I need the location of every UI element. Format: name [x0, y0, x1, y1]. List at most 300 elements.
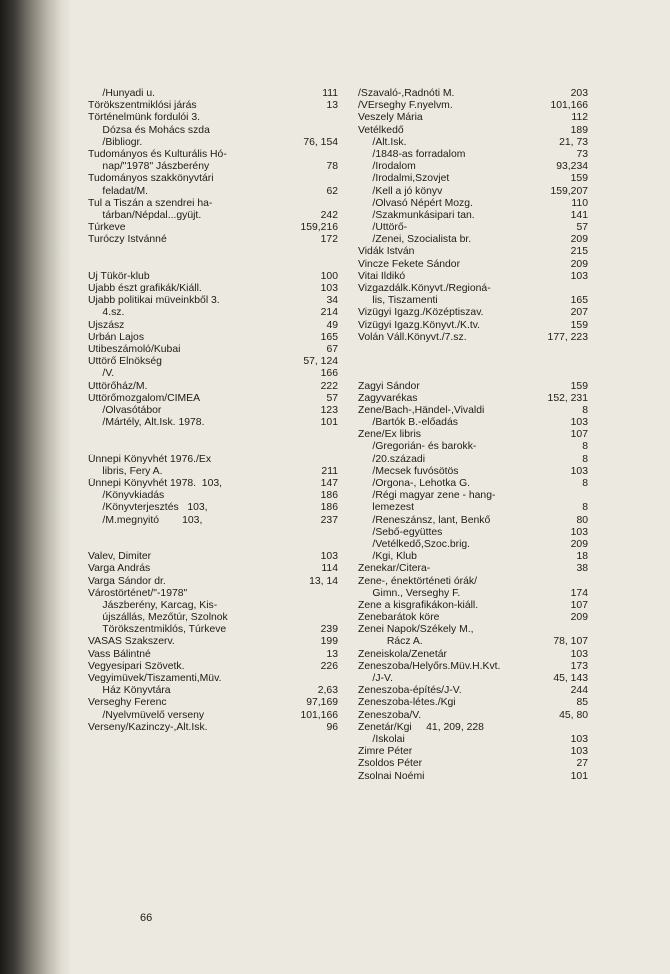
index-entry: [358, 661, 588, 673]
entry-term: újszállás, Mezőtúr, Szolnok: [88, 612, 228, 624]
entry-page-refs: 226: [320, 660, 338, 672]
entry-page-refs: 174: [570, 587, 588, 599]
entry-page-refs: 159: [570, 173, 588, 185]
index-entry: [88, 234, 338, 246]
index-entry: [88, 539, 338, 551]
index-entry: [358, 417, 588, 429]
entry-page-refs: [334, 539, 338, 551]
index-entry: [88, 405, 338, 417]
entry-term: Zagyi Sándor: [358, 380, 420, 392]
index-entry: [88, 417, 338, 429]
entry-page-refs: 103: [320, 551, 338, 563]
entry-term: Ünnepi Könyvhét 1976./Ex: [88, 453, 212, 465]
entry-page-refs: 45, 80: [559, 709, 588, 721]
index-entry: [358, 600, 588, 612]
entry-term: [88, 539, 334, 551]
entry-term: Utibeszámoló/Kubai: [88, 343, 181, 355]
index-entry: [358, 454, 588, 466]
entry-term: /Könyvkiadás: [88, 490, 165, 502]
entry-page-refs: 103: [320, 283, 338, 294]
entry-page-refs: 85: [576, 697, 588, 709]
entry-term: Zeneszoba/V.: [358, 709, 422, 721]
index-entry: [358, 490, 588, 502]
page-number: 66: [140, 912, 153, 924]
entry-page-refs: 62: [326, 185, 338, 197]
index-entry: [358, 173, 588, 185]
entry-page-refs: [334, 527, 338, 539]
entry-page-refs: [334, 149, 338, 161]
entry-page-refs: [334, 612, 338, 624]
entry-term: Zeneszoba-létes./Kgi: [358, 697, 456, 709]
entry-term: /Uttörő-: [358, 222, 408, 234]
entry-term: /Ált.Isk.: [358, 136, 407, 148]
index-entry: [88, 624, 338, 636]
entry-page-refs: [334, 112, 338, 124]
entry-page-refs: 76, 154: [303, 136, 338, 148]
entry-term: /Irodalom: [358, 161, 416, 173]
index-entry: [358, 222, 588, 234]
entry-term: VASAS Szakszerv.: [88, 636, 175, 648]
entry-page-refs: 103: [570, 746, 588, 758]
entry-term: /V.: [88, 368, 115, 380]
index-entry: [88, 722, 338, 734]
entry-page-refs: 239: [320, 624, 338, 636]
index-entry: [358, 356, 588, 368]
index-entry: [88, 283, 338, 295]
entry-term: Zeneszoba/Helyőrs.Müv.H.Kvt.: [358, 660, 501, 672]
entry-page-refs: 27: [576, 758, 588, 770]
entry-term: Verseghy Ferenc: [88, 697, 167, 709]
entry-term: Zenei Napok/Székely M.,: [358, 624, 474, 636]
entry-term: lemezest: [358, 502, 415, 514]
index-entry: [88, 381, 338, 393]
entry-term: /Olvasó Népért Mozg.: [358, 197, 473, 209]
index-entry: [88, 198, 338, 210]
entry-page-refs: 114: [321, 563, 338, 575]
index-entry: [88, 441, 338, 453]
index-entry: [88, 344, 338, 356]
entry-term: /Kell a jó könyv: [358, 185, 443, 197]
entry-term: /Hunyadi u.: [88, 88, 155, 99]
entry-term: /Nyelvmüvelő verseny: [88, 709, 205, 721]
entry-term: Uttörőház/M.: [88, 380, 148, 392]
entry-page-refs: [584, 368, 588, 380]
entry-page-refs: 80: [576, 514, 588, 526]
entry-term: /J-V.: [358, 673, 393, 684]
entry-term: 4.sz.: [88, 307, 125, 319]
entry-term: Túrkeve: [88, 222, 126, 234]
index-column-right: [358, 88, 588, 783]
entry-term: Vetélkedő: [358, 124, 404, 136]
entry-page-refs: 21, 73: [559, 136, 588, 148]
index-entry: [358, 295, 588, 307]
index-entry: [358, 612, 588, 624]
index-entry: [358, 393, 588, 405]
entry-page-refs: 159: [570, 380, 588, 392]
entry-page-refs: 112: [571, 112, 588, 124]
index-entry: [88, 332, 338, 344]
entry-term: /20.századi: [358, 453, 425, 465]
index-entry: [88, 612, 338, 624]
entry-term: /Iskolai: [358, 733, 405, 745]
entry-page-refs: 101,166: [550, 100, 588, 112]
index-entry: [88, 454, 338, 466]
index-entry: [88, 161, 338, 173]
entry-term: /Kgi, Klub: [358, 551, 417, 563]
entry-page-refs: 13: [326, 648, 338, 660]
entry-page-refs: 78, 107: [553, 636, 588, 648]
entry-page-refs: [334, 125, 338, 137]
entry-term: Zsolnai Noémi: [358, 770, 425, 782]
entry-page-refs: [334, 441, 338, 453]
entry-page-refs: 159,207: [550, 185, 588, 197]
entry-term: Vass Bálintné: [88, 648, 151, 660]
entry-page-refs: 199: [320, 636, 338, 648]
index-entry: [358, 722, 588, 734]
entry-term: libris, Fery A.: [88, 465, 163, 477]
entry-term: Rácz A.: [358, 636, 423, 648]
index-entry: [88, 112, 338, 124]
index-entry: [88, 490, 338, 502]
entry-term: Volán Váll.Könyvt./7.sz.: [358, 331, 467, 343]
entry-term: Várostörténet/"-1978": [88, 587, 188, 599]
index-entry: [88, 149, 338, 161]
entry-term: [88, 527, 334, 539]
entry-page-refs: 8: [582, 502, 588, 514]
index-entry: [88, 259, 338, 271]
index-entry: [358, 283, 588, 295]
entry-page-refs: [584, 722, 588, 734]
entry-page-refs: 209: [570, 234, 588, 246]
entry-term: Ujabb politikai müveinkből 3.: [88, 295, 220, 307]
entry-page-refs: 207: [570, 307, 588, 319]
entry-page-refs: 49: [326, 319, 338, 331]
index-entry: [88, 478, 338, 490]
entry-term: Zene-, énektörténeti órák/: [358, 575, 477, 587]
index-entry: [358, 149, 588, 161]
entry-page-refs: 101: [320, 417, 338, 429]
index-entry: [358, 576, 588, 588]
index-entry: [88, 636, 338, 648]
entry-page-refs: [334, 198, 338, 210]
index-entry: [358, 137, 588, 149]
entry-page-refs: 177, 223: [547, 331, 588, 343]
entry-page-refs: 8: [582, 441, 588, 453]
index-entry: [88, 246, 338, 258]
index-entry: [358, 673, 588, 685]
entry-term: /Régi magyar zene - hang-: [358, 490, 496, 502]
entry-page-refs: 73: [576, 148, 588, 160]
entry-term: [358, 344, 584, 356]
index-entry: [358, 271, 588, 283]
entry-page-refs: 96: [326, 721, 338, 733]
entry-term: Valev, Dimiter: [88, 551, 152, 563]
index-entry: [358, 344, 588, 356]
index-entry: [88, 661, 338, 673]
index-entry: [88, 271, 338, 283]
entry-term: Zeneszoba-építés/J-V.: [358, 685, 462, 697]
entry-page-refs: 45, 143: [553, 673, 588, 684]
entry-page-refs: 159: [570, 319, 588, 331]
entry-page-refs: 103: [570, 526, 588, 538]
index-entry: [358, 527, 588, 539]
entry-page-refs: 186: [320, 502, 338, 514]
entry-page-refs: 101: [570, 770, 588, 782]
entry-page-refs: 13, 14: [309, 575, 338, 587]
entry-term: /Bibliogr.: [88, 136, 143, 148]
entry-term: Ujabb észt grafikák/Kiáll.: [88, 283, 202, 294]
index-entry: [358, 636, 588, 648]
entry-page-refs: 111: [322, 88, 338, 99]
index-entry: [88, 429, 338, 441]
entry-page-refs: 103: [570, 417, 588, 429]
entry-page-refs: [584, 283, 588, 295]
index-entry: [358, 478, 588, 490]
index-entry: [88, 137, 338, 149]
entry-term: lis, Tiszamenti: [358, 295, 438, 307]
entry-page-refs: 78: [326, 161, 338, 173]
index-entry: [88, 307, 338, 319]
entry-term: Turóczy Istvánné: [88, 234, 167, 246]
entry-term: /Könyvterjesztés 103,: [88, 502, 208, 514]
index-entry: [358, 234, 588, 246]
entry-term: Zeneiskola/Zenetár: [358, 648, 447, 660]
entry-page-refs: 107: [570, 599, 588, 611]
entry-term: Veszely Mária: [358, 112, 423, 124]
entry-term: Urbán Lajos: [88, 331, 145, 343]
entry-page-refs: 242: [320, 209, 338, 221]
entry-page-refs: 209: [570, 258, 588, 270]
entry-page-refs: 107: [570, 429, 588, 441]
entry-page-refs: 172: [320, 234, 338, 246]
entry-term: [88, 429, 334, 441]
entry-page-refs: 13: [326, 100, 338, 112]
entry-page-refs: 209: [570, 612, 588, 624]
entry-term: /Orgona-, Lehotka G.: [358, 478, 471, 489]
entry-page-refs: 67: [326, 343, 338, 355]
entry-term: Zene/Bach-,Händel-,Vivaldi: [358, 404, 485, 416]
entry-page-refs: [584, 344, 588, 356]
entry-term: /Olvasótábor: [88, 404, 162, 416]
entry-term: Zenekar/Citera-: [358, 563, 431, 575]
index-entry: [358, 466, 588, 478]
index-column-left: [88, 88, 338, 734]
entry-term: /Mecsek fuvósötös: [358, 465, 459, 477]
entry-page-refs: [334, 173, 338, 185]
index-entry: [358, 588, 588, 600]
index-entry: [88, 173, 338, 185]
index-entry: [358, 210, 588, 222]
index-entry: [88, 576, 338, 588]
entry-term: Uttörő Elnökség: [88, 356, 162, 368]
index-entry: [358, 710, 588, 722]
index-entry: [88, 673, 338, 685]
index-entry: [88, 527, 338, 539]
entry-page-refs: [334, 259, 338, 271]
entry-page-refs: [334, 600, 338, 612]
entry-term: Vegyimüvek/Tiszamenti,Müv.: [88, 673, 222, 684]
entry-page-refs: 173: [570, 660, 588, 672]
index-entry: [358, 502, 588, 514]
index-entry: [88, 515, 338, 527]
index-entry: [88, 502, 338, 514]
index-entry: [358, 624, 588, 636]
entry-term: Vizgazdálk.Könyvt./Regioná-: [358, 283, 491, 294]
index-entry: [358, 125, 588, 137]
entry-page-refs: 38: [576, 563, 588, 575]
index-entry: [358, 161, 588, 173]
index-entry: [88, 88, 338, 100]
entry-term: Zenebarátok köre: [358, 612, 440, 624]
entry-page-refs: 103: [570, 733, 588, 745]
entry-term: Varga Sándor dr.: [88, 575, 166, 587]
entry-page-refs: 165: [570, 295, 588, 307]
entry-page-refs: 147: [320, 478, 338, 489]
index-entry: [88, 100, 338, 112]
entry-page-refs: 103: [570, 648, 588, 660]
entry-page-refs: 123: [320, 404, 338, 416]
entry-term: Zimre Péter: [358, 746, 413, 758]
entry-page-refs: 189: [570, 124, 588, 136]
entry-page-refs: [334, 246, 338, 258]
entry-term: Zsoldos Péter: [358, 758, 423, 770]
entry-term: Ház Könyvtára: [88, 685, 171, 697]
entry-page-refs: 141: [570, 209, 588, 221]
index-entry: [358, 186, 588, 198]
entry-page-refs: 209: [570, 538, 588, 550]
entry-term: Zagyvarékas: [358, 392, 418, 404]
entry-term: [358, 356, 584, 368]
entry-term: [88, 441, 334, 453]
index-entry: [88, 710, 338, 722]
entry-term: Vizügyi Igazg./Középtiszav.: [358, 307, 484, 319]
entry-term: feladat/M.: [88, 185, 149, 197]
entry-page-refs: 237: [320, 514, 338, 526]
index-entry: [358, 381, 588, 393]
index-entry: [88, 649, 338, 661]
entry-term: tárban/Népdal...gyüjt.: [88, 209, 202, 221]
entry-page-refs: 57, 124: [303, 356, 338, 368]
entry-page-refs: 211: [321, 465, 338, 477]
entry-term: Dózsa és Mohács szda: [88, 124, 210, 136]
entry-term: Zene/Ex libris: [358, 429, 421, 441]
entry-page-refs: 34: [326, 295, 338, 307]
entry-page-refs: 18: [576, 551, 588, 563]
entry-page-refs: 57: [576, 222, 588, 234]
index-entry: [358, 515, 588, 527]
entry-page-refs: [584, 490, 588, 502]
entry-term: Vidák István: [358, 246, 415, 258]
index-entry: [358, 697, 588, 709]
index-entry: [358, 307, 588, 319]
index-entry: [358, 429, 588, 441]
entry-term: /Szakmunkásipari tan.: [358, 209, 475, 221]
entry-term: Zenetár/Kgi 41, 209, 228: [358, 721, 484, 733]
entry-page-refs: [584, 576, 588, 588]
entry-term: Történelmünk fordulói 3.: [88, 112, 201, 124]
entry-page-refs: 203: [570, 88, 588, 99]
index-entry: [88, 393, 338, 405]
index-entry: [358, 88, 588, 100]
index-entry: [358, 649, 588, 661]
entry-page-refs: 214: [320, 307, 338, 319]
entry-term: Jászberény, Karcag, Kis-: [88, 599, 218, 611]
index-entry: [88, 368, 338, 380]
entry-page-refs: 165: [320, 331, 338, 343]
entry-term: [88, 246, 334, 258]
index-entry: [358, 259, 588, 271]
entry-term: Vegyesipari Szövetk.: [88, 660, 185, 672]
entry-page-refs: 166: [320, 368, 338, 380]
entry-page-refs: [334, 454, 338, 466]
index-entry: [88, 466, 338, 478]
index-entry: [88, 186, 338, 198]
entry-term: /1848-as forradalom: [358, 148, 466, 160]
entry-page-refs: [334, 429, 338, 441]
entry-term: Törökszentmiklósi járás: [88, 100, 197, 112]
index-entry: [358, 551, 588, 563]
entry-term: nap/"1978" Jászberény: [88, 161, 210, 173]
entry-term: /Mártély, Ált.Isk. 1978.: [88, 417, 205, 429]
entry-term: Uj Tükör-klub: [88, 270, 150, 282]
entry-term: Tudományos szakkönyvtári: [88, 173, 214, 185]
entry-term: Vitai Ildikó: [358, 270, 406, 282]
index-entry: [358, 405, 588, 417]
index-entry: [88, 588, 338, 600]
index-entry: [88, 320, 338, 332]
entry-page-refs: 215: [570, 246, 588, 258]
entry-page-refs: 93,234: [556, 161, 588, 173]
entry-term: Tudományos és Kulturális Hó-: [88, 148, 227, 160]
entry-page-refs: 152, 231: [547, 392, 588, 404]
entry-term: [358, 368, 584, 380]
entry-page-refs: 100: [320, 270, 338, 282]
index-entry: [88, 125, 338, 137]
book-spine-shadow: [0, 0, 70, 974]
entry-page-refs: 8: [582, 478, 588, 489]
index-entry: [358, 758, 588, 770]
index-entry: [358, 441, 588, 453]
index-entry: [88, 563, 338, 575]
entry-term: /Irodalmi,Szovjet: [358, 173, 450, 185]
entry-page-refs: 244: [570, 685, 588, 697]
index-entry: [358, 746, 588, 758]
index-entry: [358, 539, 588, 551]
entry-term: /Zenei, Szocialista br.: [358, 234, 472, 246]
entry-page-refs: 2,63: [317, 685, 338, 697]
entry-term: /Vetélkedő,Szoc.brig.: [358, 538, 471, 550]
entry-term: Gimn., Verseghy F.: [358, 587, 461, 599]
entry-term: Uttörőmozgalom/CIMEA: [88, 392, 201, 404]
index-entry: [358, 332, 588, 344]
entry-page-refs: [334, 673, 338, 685]
entry-term: Törökszentmiklós, Túrkeve: [88, 624, 227, 636]
index-entry: [358, 771, 588, 783]
entry-page-refs: 110: [571, 197, 588, 209]
index-entry: [88, 697, 338, 709]
entry-term: [88, 259, 334, 271]
entry-term: Zene a kisgrafikákon-kiáll.: [358, 599, 479, 611]
entry-term: /Gregorián- és barokk-: [358, 441, 477, 453]
index-entry: [88, 210, 338, 222]
entry-page-refs: 186: [320, 490, 338, 502]
index-entry: [358, 100, 588, 112]
entry-term: Vincze Fekete Sándor: [358, 258, 461, 270]
entry-term: /M.megnyitó 103,: [88, 514, 203, 526]
entry-term: Ujszász: [88, 319, 125, 331]
entry-page-refs: 103: [570, 465, 588, 477]
index-entry: [358, 685, 588, 697]
